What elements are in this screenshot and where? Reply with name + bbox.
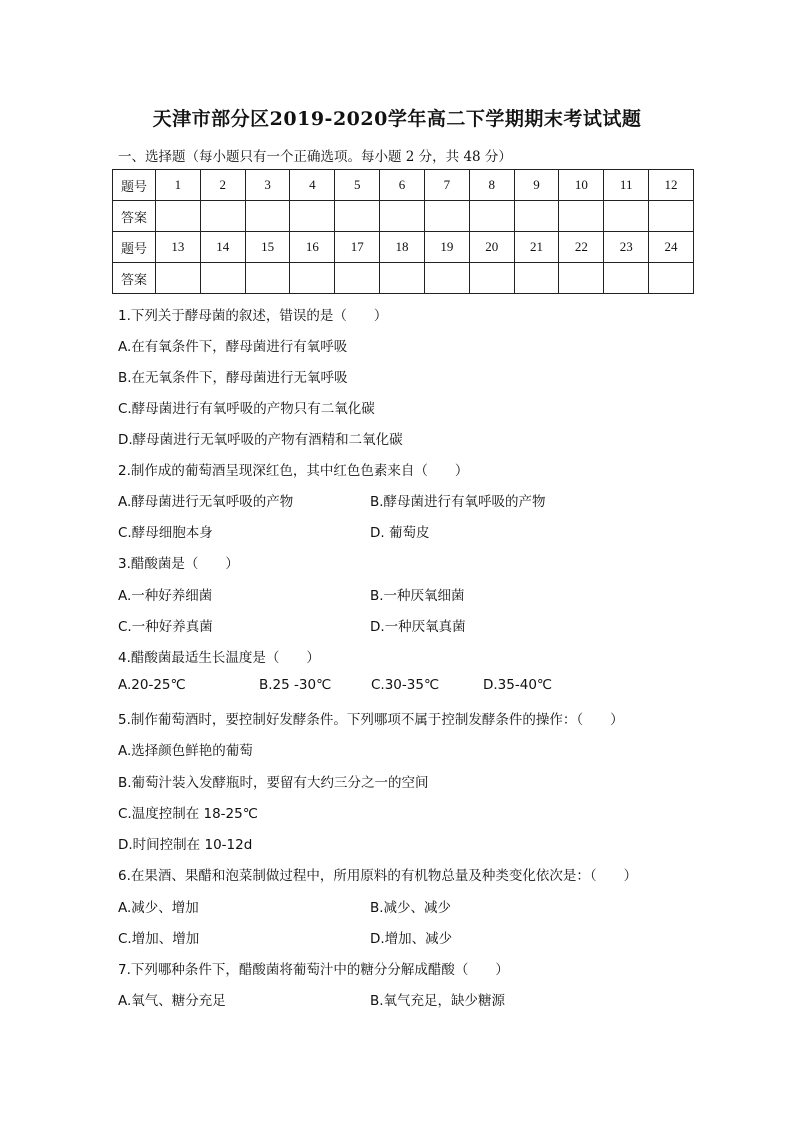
- table-row-numbers-2: [113, 232, 694, 263]
- row-label: 答案: [113, 201, 156, 232]
- answer-cell[interactable]: [514, 201, 559, 232]
- question-number-cell: 2: [200, 170, 245, 201]
- answer-cell[interactable]: [380, 263, 425, 294]
- option-c: C.酵母细胞本身: [118, 525, 213, 541]
- answer-cell[interactable]: [559, 263, 604, 294]
- answer-cell[interactable]: [514, 263, 559, 294]
- answer-cell[interactable]: [290, 263, 335, 294]
- question-number-cell: 24: [649, 232, 694, 263]
- table-row-answers-2: [113, 263, 694, 294]
- option-a: A.一种好养细菌: [118, 588, 213, 604]
- question-stem: 6.在果酒、果醋和泡菜制做过程中，所用原料的有机物总量及种类变化依次是：（ ）: [118, 868, 638, 884]
- answer-cell[interactable]: [649, 201, 694, 232]
- option-c: C.温度控制在 18-25℃: [118, 806, 258, 822]
- question-number-cell: 4: [290, 170, 335, 201]
- answer-table: [112, 169, 694, 294]
- answer-cell[interactable]: [559, 201, 604, 232]
- option-b: B.在无氧条件下，酵母菌进行无氧呼吸: [118, 370, 348, 386]
- option-b: B.减少、减少: [370, 900, 452, 916]
- table-row-numbers-1: [113, 170, 694, 201]
- question-number-cell: 11: [604, 170, 649, 201]
- option-d: D.一种厌氧真菌: [370, 619, 466, 635]
- answer-cell[interactable]: [469, 263, 514, 294]
- answer-cell[interactable]: [424, 201, 469, 232]
- question-number-cell: 17: [335, 232, 380, 263]
- question-number-cell: 23: [604, 232, 649, 263]
- question-stem: 5.制作葡萄酒时，要控制好发酵条件。下列哪项不属于控制发酵条件的操作：（ ）: [118, 712, 624, 728]
- option-a: A.酵母菌进行无氧呼吸的产物: [118, 494, 294, 510]
- option-b: B.酵母菌进行有氧呼吸的产物: [370, 494, 546, 510]
- question-number-cell: 12: [649, 170, 694, 201]
- question-stem: 1.下列关于酵母菌的叙述，错误的是（ ）: [118, 308, 388, 324]
- question-number-cell: 8: [469, 170, 514, 201]
- option-b: B.25 -30℃: [259, 677, 332, 693]
- question-stem: 4.醋酸菌最适生长温度是（ ）: [118, 650, 320, 666]
- option-c: C.酵母菌进行有氧呼吸的产物只有二氧化碳: [118, 401, 375, 417]
- row-label: 题号: [113, 170, 156, 201]
- answer-cell[interactable]: [649, 263, 694, 294]
- answer-cell[interactable]: [469, 201, 514, 232]
- answer-cell[interactable]: [156, 201, 201, 232]
- question-number-cell: 10: [559, 170, 604, 201]
- question-number-cell: 3: [245, 170, 290, 201]
- option-c: C.增加、增加: [118, 931, 200, 947]
- question-stem: 3.醋酸菌是（ ）: [118, 556, 239, 572]
- option-c: C.30-35℃: [371, 677, 440, 693]
- answer-cell[interactable]: [380, 201, 425, 232]
- question-number-cell: 15: [245, 232, 290, 263]
- option-a: A.选择颜色鲜艳的葡萄: [118, 743, 253, 759]
- option-d: D.时间控制在 10-12d: [118, 837, 253, 853]
- answer-cell[interactable]: [245, 263, 290, 294]
- question-stem: 7.下列哪种条件下，醋酸菌将葡萄汁中的糖分分解成醋酸（ ）: [118, 962, 509, 978]
- option-a: A.氧气、糖分充足: [118, 993, 226, 1009]
- option-d: D.35-40℃: [483, 677, 553, 693]
- answer-cell[interactable]: [335, 201, 380, 232]
- question-number-cell: 22: [559, 232, 604, 263]
- answer-cell[interactable]: [200, 201, 245, 232]
- page-title: 天津市部分区2019-2020学年高二下学期期末考试试题: [152, 108, 642, 130]
- option-b: B.一种厌氧细菌: [370, 588, 465, 604]
- answer-cell[interactable]: [200, 263, 245, 294]
- question-number-cell: 1: [156, 170, 201, 201]
- option-c: C.一种好养真菌: [118, 619, 213, 635]
- answer-cell[interactable]: [290, 201, 335, 232]
- answer-cell[interactable]: [245, 201, 290, 232]
- row-label: 答案: [113, 263, 156, 294]
- table-row-answers-1: [113, 201, 694, 232]
- answer-cell[interactable]: [604, 201, 649, 232]
- option-d: D.酵母菌进行无氧呼吸的产物有酒精和二氧化碳: [118, 432, 403, 448]
- answer-cell[interactable]: [335, 263, 380, 294]
- question-number-cell: 13: [156, 232, 201, 263]
- question-number-cell: 9: [514, 170, 559, 201]
- option-d: D. 葡萄皮: [370, 525, 430, 541]
- question-number-cell: 5: [335, 170, 380, 201]
- answer-cell[interactable]: [156, 263, 201, 294]
- row-label: 题号: [113, 232, 156, 263]
- question-stem: 2.制作成的葡萄酒呈现深红色，其中红色色素来自（ ）: [118, 463, 469, 479]
- option-a: A.20-25℃: [118, 677, 186, 693]
- question-number-cell: 16: [290, 232, 335, 263]
- question-number-cell: 6: [380, 170, 425, 201]
- question-number-cell: 14: [200, 232, 245, 263]
- question-number-cell: 20: [469, 232, 514, 263]
- option-a: A.减少、增加: [118, 900, 199, 916]
- question-number-cell: 18: [380, 232, 425, 263]
- option-b: B.氧气充足，缺少糖源: [370, 993, 506, 1009]
- answer-cell[interactable]: [424, 263, 469, 294]
- option-a: A.在有氧条件下，酵母菌进行有氧呼吸: [118, 339, 348, 355]
- option-b: B.葡萄汁装入发酵瓶时，要留有大约三分之一的空间: [118, 775, 429, 791]
- question-number-cell: 21: [514, 232, 559, 263]
- section-heading: 一、选择题（每小题只有一个正确选项。每小题 2 分，共 48 分）: [118, 149, 512, 165]
- question-number-cell: 7: [424, 170, 469, 201]
- answer-cell[interactable]: [604, 263, 649, 294]
- question-number-cell: 19: [424, 232, 469, 263]
- option-d: D.增加、减少: [370, 931, 453, 947]
